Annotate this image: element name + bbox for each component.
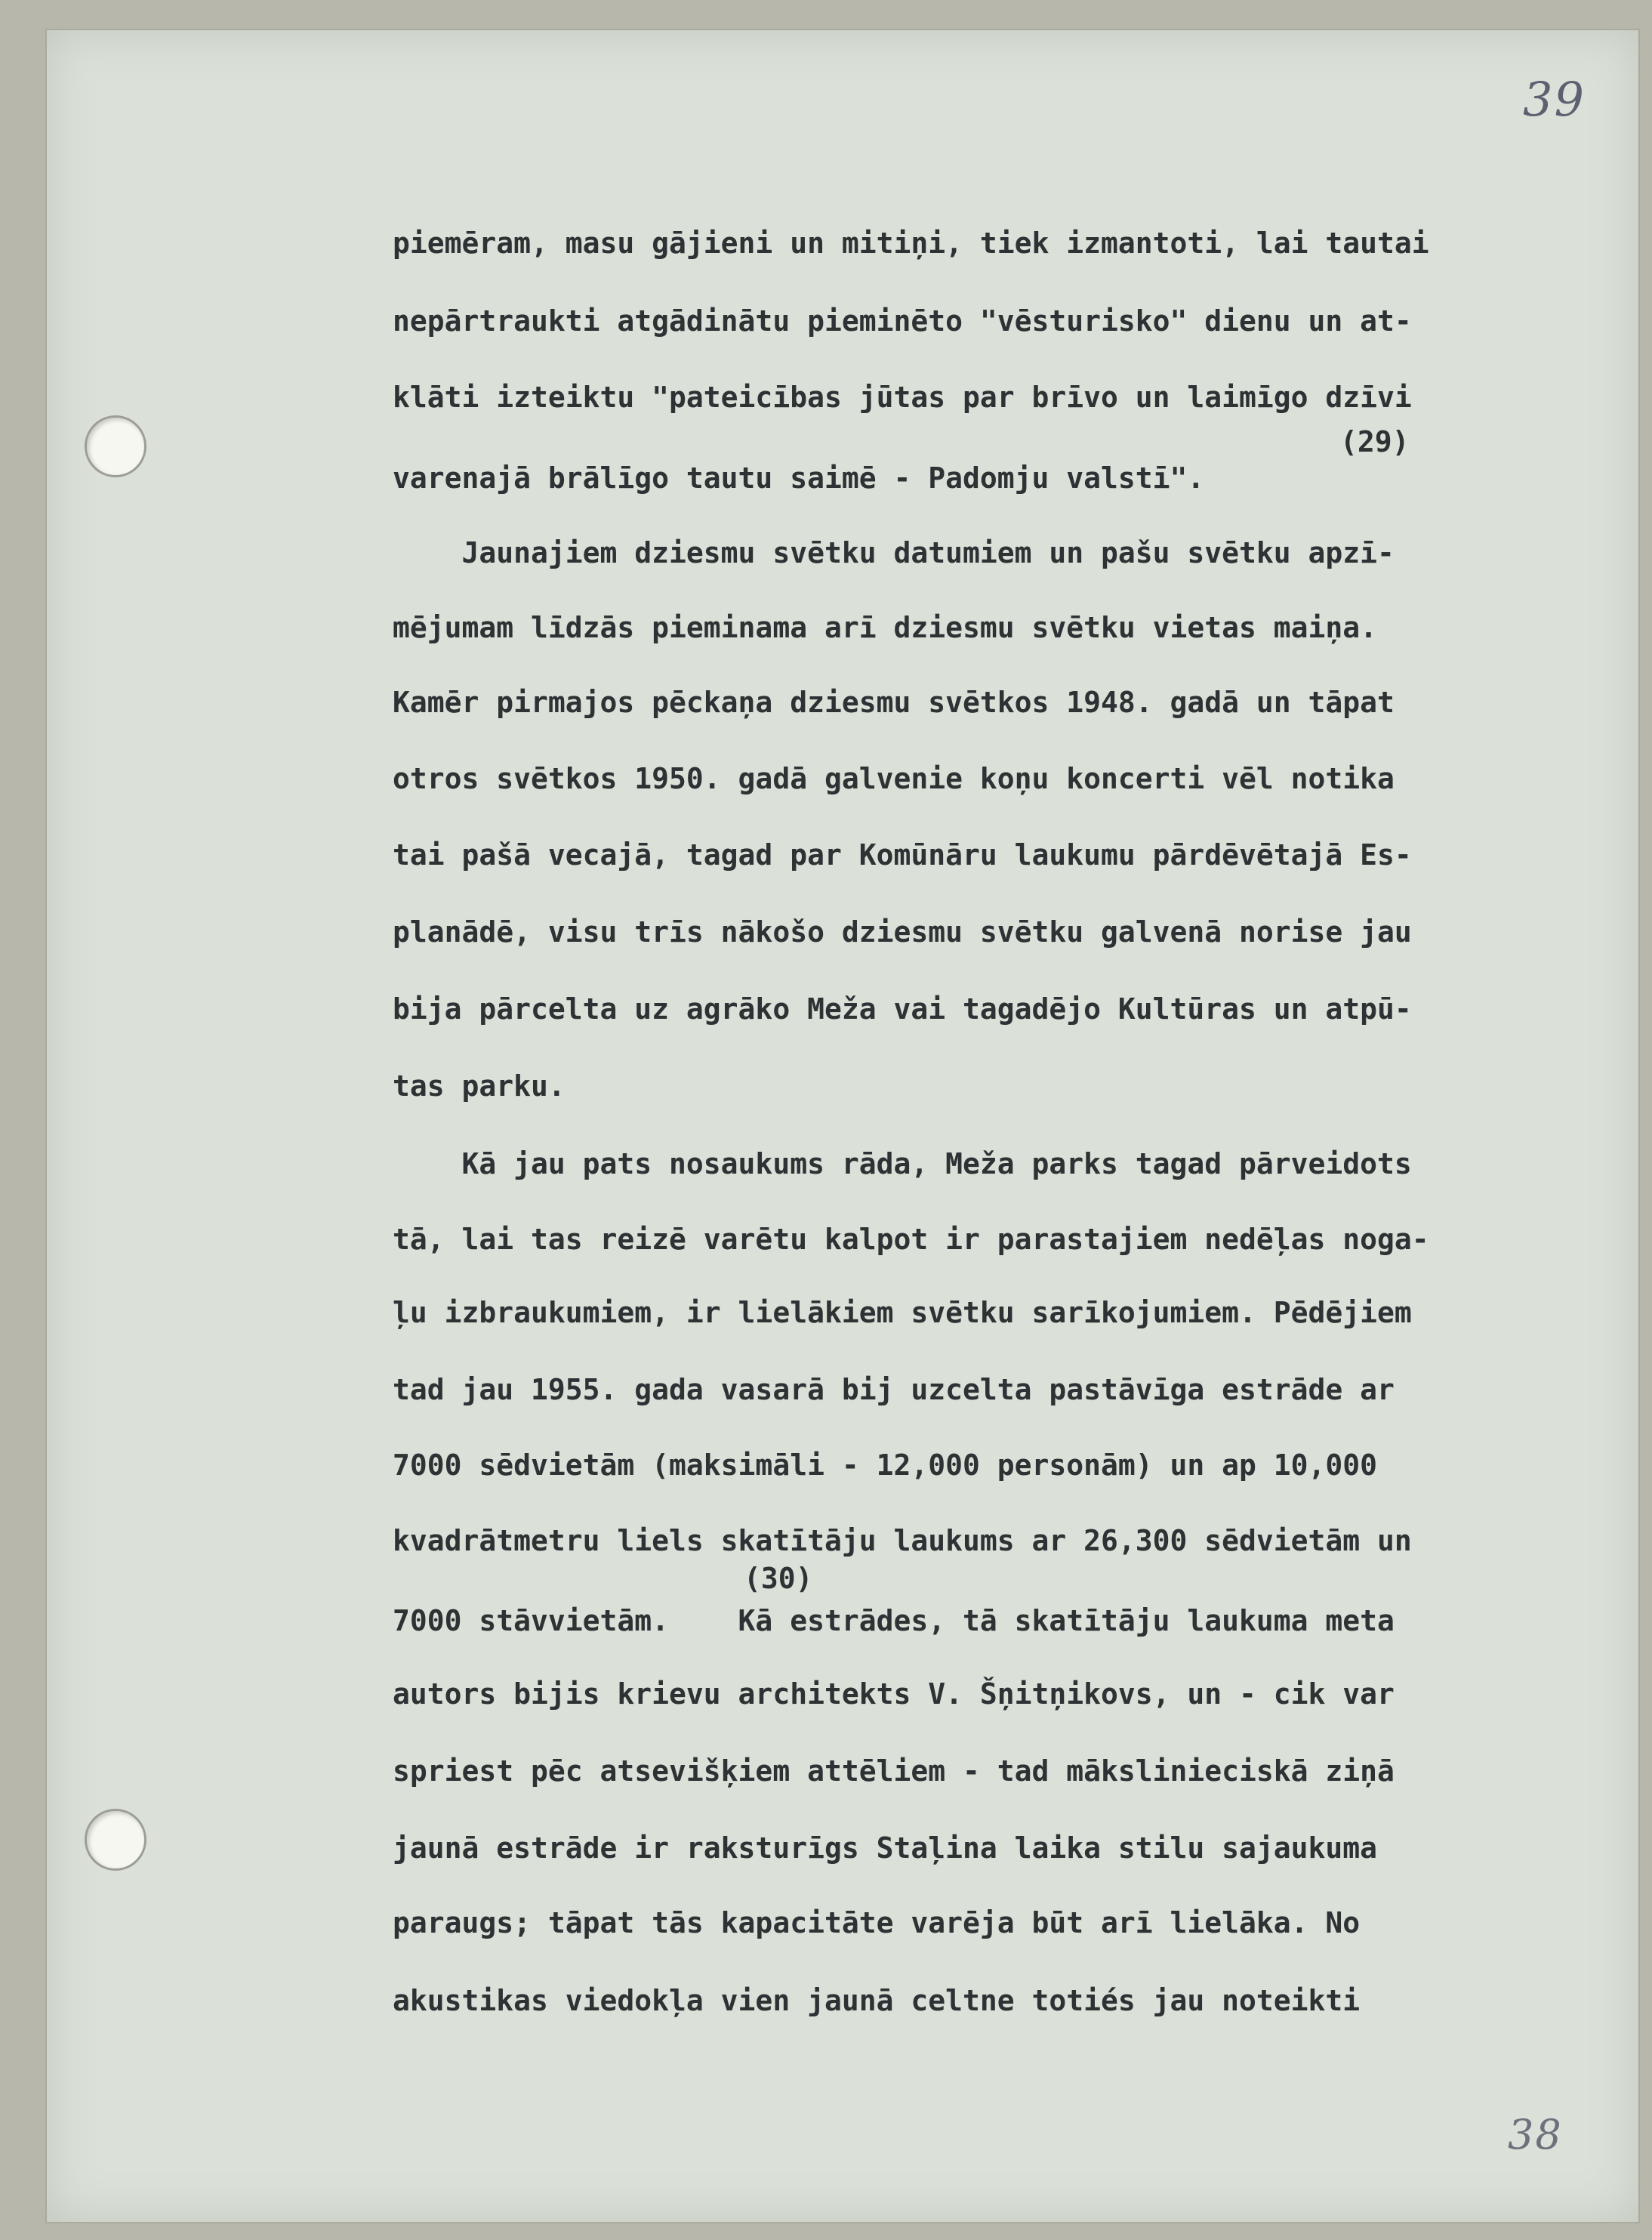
text-line: varenajā brālīgo tautu saimē - Padomju valstī".: [393, 461, 1205, 495]
text-line: akustikas viedokļa vien jaunā celtne totiés jau noteikti: [393, 1984, 1361, 2017]
text-line: ļu izbraukumiem, ir lielākiem svētku sarīkojumiem. Pēdējiem: [393, 1296, 1412, 1329]
text-line: autors bijis krievu architekts V. Šņitņikovs, un - cik var: [393, 1677, 1395, 1711]
document-page: [45, 29, 1640, 2223]
page-number-top: 39: [1523, 72, 1586, 127]
text-line: spriest pēc atsevišķiem attēliem - tad mākslinieciskā ziņā: [393, 1754, 1395, 1788]
text-line: 7000 sēdvietām (maksimāli - 12,000 personām) un ap 10,000: [393, 1449, 1378, 1482]
page-number-bottom: 38: [1508, 2111, 1563, 2158]
punch-hole: [85, 415, 146, 477]
text-line: paraugs; tāpat tās kapacitāte varēja būt arī lielāka. No: [393, 1906, 1361, 1939]
text-line: Kamēr pirmajos pēckaņa dziesmu svētkos 1948. gadā un tāpat: [393, 686, 1395, 719]
text-line: 7000 stāvvietām. Kā estrādes, tā skatītāju laukuma meta: [393, 1604, 1395, 1637]
footnote-marker-29: (29): [1340, 425, 1410, 458]
text-line: piemēram, masu gājieni un mitiņi, tiek izmantoti, lai tautai: [393, 227, 1429, 260]
text-line: tad jau 1955. gada vasarā bij uzcelta pastāvīga estrāde ar: [393, 1373, 1395, 1406]
text-line: nepārtraukti atgādinātu pieminēto "vēsturisko" dienu un at-: [393, 304, 1412, 338]
text-line: Kā jau pats nosaukums rāda, Meža parks tagad pārveidots: [393, 1147, 1412, 1180]
text-line: tas parku.: [393, 1069, 566, 1103]
text-line: klāti izteiktu "pateicības jūtas par brīvo un laimīgo dzīvi: [393, 381, 1412, 414]
text-line: kvadrātmetru liels skatītāju laukums ar 26,300 sēdvietām un: [393, 1524, 1412, 1557]
footnote-marker-30: (30): [744, 1562, 813, 1595]
text-line: planādē, visu trīs nākošo dziesmu svētku galvenā norise jau: [393, 915, 1412, 949]
text-line: tā, lai tas reizē varētu kalpot ir parastajiem nedēļas noga-: [393, 1223, 1429, 1256]
text-line: otros svētkos 1950. gadā galvenie koņu koncerti vēl notika: [393, 762, 1395, 795]
punch-hole: [85, 1809, 146, 1871]
text-line: Jaunajiem dziesmu svētku datumiem un pašu svētku apzī-: [393, 536, 1395, 569]
text-line: mējumam līdzās pieminama arī dziesmu svētku vietas maiņa.: [393, 611, 1378, 644]
text-line: tai pašā vecajā, tagad par Komūnāru laukumu pārdēvētajā Es-: [393, 838, 1412, 872]
text-line: bija pārcelta uz agrāko Meža vai tagadējo Kultūras un atpū-: [393, 992, 1412, 1026]
text-line: jaunā estrāde ir raksturīgs Staļina laika stilu sajaukuma: [393, 1831, 1378, 1865]
